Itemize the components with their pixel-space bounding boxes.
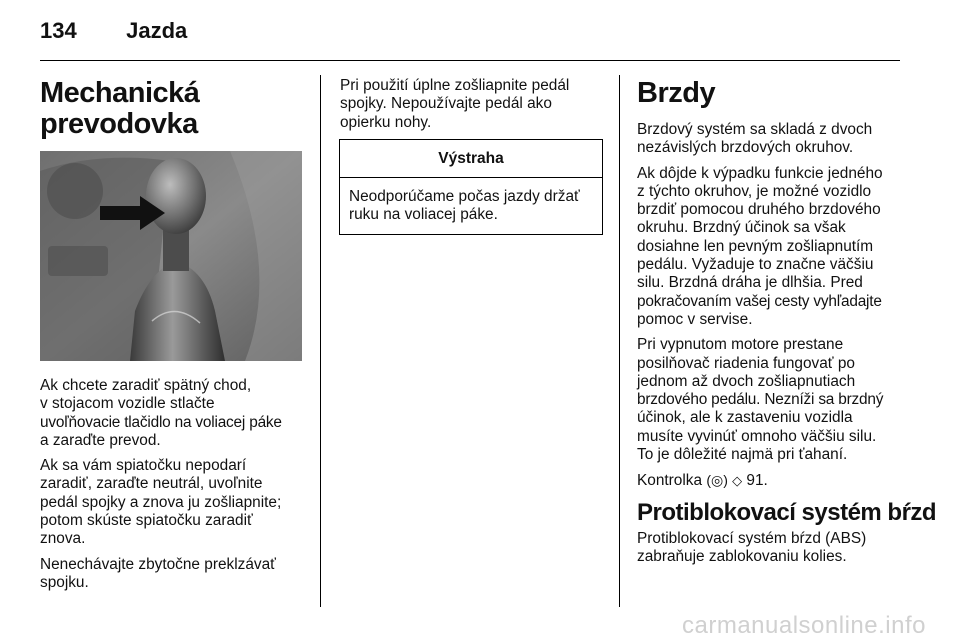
text-line: dosiahne len pevným zošliapnutím [637, 237, 874, 255]
page-reference-link[interactable]: 91. [746, 472, 768, 490]
column-divider [619, 75, 620, 607]
text-line: Pri vypnutom motore prestane [637, 336, 844, 354]
column-3-bottom-text [637, 530, 903, 574]
text-line: ruku na voliacej páke. [349, 206, 498, 224]
text-line: účinok, ale k zastaveniu vozidla [637, 409, 853, 427]
text-line: Neodporúčame počas jazdy držať [349, 188, 580, 205]
text-line: pedálu. Vyžaduje to značne väčšiu [637, 256, 874, 274]
page-header [40, 18, 187, 44]
heading-line: Mechanická [40, 77, 200, 109]
paragraph [340, 77, 602, 132]
text-line: musíte vyvinúť omnoho väčšiu silu. [637, 427, 877, 445]
section-heading [40, 78, 302, 140]
text-line: opierku nohy. [340, 113, 432, 131]
section-title: Jazda [126, 18, 188, 43]
text-line: Ak dôjde k výpadku funkcie jedného [637, 164, 883, 182]
text-line: v stojacom vozidle stlačte [40, 395, 215, 413]
text-line: Nenechávajte zbytočne preklzávať [40, 555, 276, 573]
paragraph [40, 556, 302, 593]
text-line: pedál spojky a znova ju zošliapnite; [40, 493, 282, 511]
text-line: pokračovaním vašej cesty vyhľadajte [637, 292, 882, 310]
text-line: Protiblokovací systém bŕzd (ABS) [637, 530, 867, 547]
gear-shift-illustration [40, 151, 302, 361]
text-line: pomoc v servise. [637, 310, 753, 328]
text-line: jednom až dvoch zošliapnutiach [637, 372, 856, 390]
text-line: okruhu. Brzdný účinok sa však [637, 219, 846, 237]
subsection-heading: Protiblokovací systém bŕzd [637, 499, 937, 526]
paragraph [637, 336, 903, 464]
column-1-text [40, 377, 302, 599]
text-line: Pri použití úplne zošliapnite pedál [340, 77, 570, 94]
text-line: Ak sa vám spiatočku nepodarí [40, 457, 247, 475]
text-line: silu. Brzdná dráha je dlhšia. Pred [637, 274, 863, 292]
paragraph [40, 377, 302, 450]
text-line: potom skúste spiatočku zaradiť [40, 512, 253, 530]
page-reference-icon: ◇ [732, 473, 743, 489]
text-line: brzdiť pomocou druhého brzdového [637, 201, 881, 219]
text-line: To je dôležité najmä pri ťahaní. [637, 446, 848, 464]
section-heading: Brzdy [637, 77, 716, 109]
column-3-text [637, 121, 903, 498]
header-rule [40, 60, 900, 61]
text-line: z týchto okruhov, je možné vozidlo [637, 182, 872, 200]
warning-box [339, 139, 603, 235]
paragraph [637, 471, 903, 490]
watermark: carmanualsonline.info [682, 612, 926, 639]
text-line: a zaraďte prevod. [40, 431, 161, 449]
paragraph [637, 530, 903, 567]
warning-title: Výstraha [340, 140, 602, 178]
brake-warning-icon: (◎) [706, 472, 728, 489]
text-line: znova. [40, 530, 86, 548]
text-line: nezávislých brzdových okruhov. [637, 139, 854, 157]
text-line: posilňovač riadenia fungovať po [637, 354, 855, 372]
text-line: zaradiť, zaraďte neutrál, uvoľnite [40, 475, 263, 493]
text-line: spojku. [40, 573, 89, 591]
text-line: Brzdový systém sa skladá z dvoch [637, 121, 873, 138]
text-line: Ak chcete zaradiť spätný chod, [40, 377, 252, 394]
page-number: 134 [40, 18, 77, 43]
text-line: zabraňuje zablokovaniu kolies. [637, 548, 847, 566]
heading-line: prevodovka [40, 108, 198, 140]
paragraph [637, 165, 903, 330]
paragraph [40, 457, 302, 548]
paragraph [637, 121, 903, 158]
text-line: brzdového pedálu. Nezníži sa brzdný [637, 391, 884, 409]
text-line: Kontrolka [637, 472, 703, 490]
text-line: spojky. Nepoužívajte pedál ako [340, 95, 552, 113]
text-line: uvoľňovacie tlačidlo na voliacej páke [40, 413, 282, 431]
warning-body [340, 178, 602, 234]
column-2 [340, 77, 602, 139]
column-divider [320, 75, 321, 607]
